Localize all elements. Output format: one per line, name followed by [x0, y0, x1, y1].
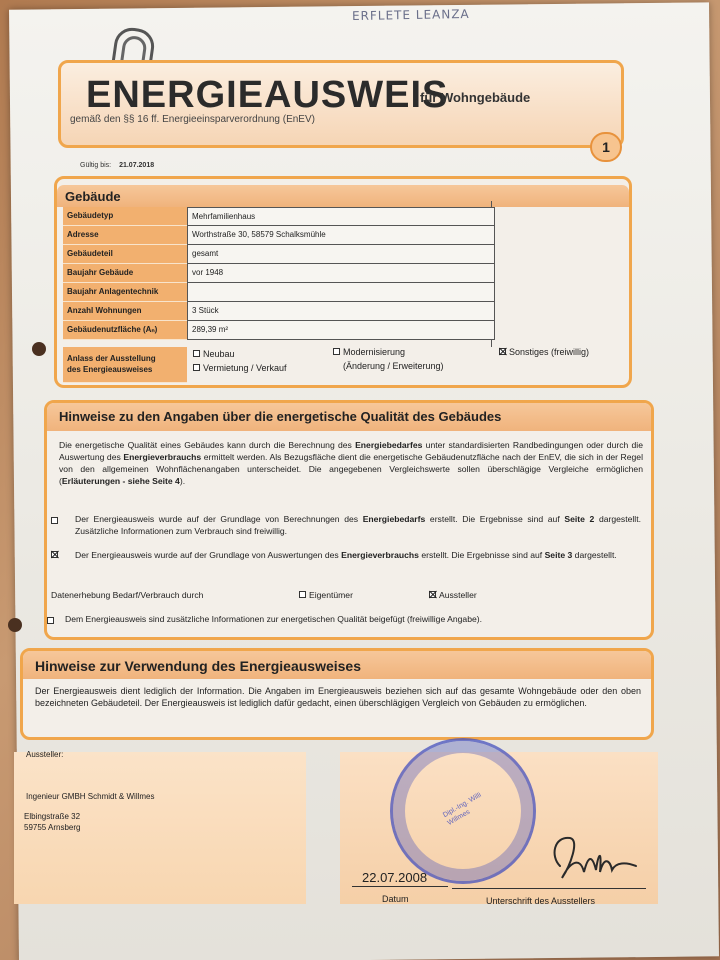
building-row-value: 3 Stück — [187, 302, 495, 321]
issuance-reason-label — [63, 347, 187, 383]
consumption-text-bold: Seite 3 — [544, 550, 573, 560]
checkbox-modernisierung[interactable] — [333, 348, 340, 355]
valid-until-value: 21.07.2018 — [119, 162, 155, 169]
usage-notes-section — [20, 648, 654, 740]
option-modernisierung[interactable] — [333, 347, 405, 357]
signature-underline — [452, 888, 646, 889]
checkbox-owner[interactable] — [299, 591, 306, 598]
issuer-company: Ingenieur GMBH Schmidt & Willmes — [26, 792, 155, 801]
building-row-value: 289,39 m² — [187, 321, 495, 340]
issuer-street: Elbingstraße 32 — [24, 812, 81, 821]
demand-text-part: erstellt. Die Ergebnisse sind auf — [425, 514, 565, 524]
building-row-value — [187, 283, 495, 302]
building-row-label: Gebäudeteil — [63, 245, 187, 264]
demand-text-bold: Energiebedarfs — [362, 514, 426, 524]
signature-label: Unterschrift des Ausstellers — [486, 896, 596, 906]
quality-notes-heading: Hinweise zu den Angaben über die energetische Qualität des Gebäudes — [47, 403, 651, 431]
quality-notes-section — [44, 400, 654, 640]
date-value: 22.07.2008 — [362, 870, 428, 885]
option-energy-consumption-text — [75, 549, 641, 561]
building-row — [63, 302, 495, 321]
quality-intro-part: ermittelt werden. Als Bezugsfläche dient die energetische Gebäudenutzfläche nach der EnEV, die sich in der Regel von den allgemeinen Wohnflächenangaben unterscheidet. Die angegebenen Vergleichswerte sollen überschlägige Vergleiche ermöglichen ( — [59, 452, 644, 486]
handwritten-signature-icon — [540, 826, 650, 892]
handwritten-note: ERFLETE LEANZA — [351, 6, 470, 24]
building-row — [63, 207, 495, 226]
page-number-badge: 1 — [590, 132, 622, 162]
option-owner-label: Eigentümer — [309, 590, 353, 600]
consumption-text-part: dargestellt. — [572, 550, 617, 560]
checkbox-additional-info[interactable] — [47, 617, 54, 624]
building-heading: Gebäude — [57, 185, 629, 207]
issuance-reason-row — [63, 347, 627, 383]
building-row-value: gesamt — [187, 245, 495, 264]
consumption-text-bold: Energieverbrauchs — [341, 550, 419, 560]
checkbox-energy-demand[interactable] — [51, 517, 58, 524]
building-row — [63, 264, 495, 283]
option-neubau-label: Neubau — [203, 349, 235, 359]
checkbox-vermietung[interactable] — [193, 364, 200, 371]
usage-notes-heading: Hinweise zur Verwendung des Energieausweises — [23, 651, 651, 679]
building-row-value: Worthstraße 30, 58579 Schalksmühle — [187, 226, 495, 245]
document-title-suffix: für Wohngebäude — [420, 90, 531, 105]
document-subtitle: gemäß den §§ 16 ff. Energieeinsparverordnung (EnEV) — [70, 114, 315, 125]
building-row — [63, 245, 495, 264]
issuance-reason-label-line1: Anlass der Ausstellung — [67, 354, 156, 363]
date-label: Datum — [382, 894, 409, 904]
stamp-text: Dipl.-Ing. Willi Willmes — [442, 791, 483, 827]
date-underline — [352, 886, 448, 887]
consumption-text-part: Der Energieausweis wurde auf der Grundlage von Auswertungen des — [75, 550, 342, 560]
option-sonstiges-label: Sonstiges (freiwillig) — [509, 347, 590, 357]
data-collection-label: Datenerhebung Bedarf/Verbrauch durch — [51, 590, 204, 600]
building-row-value: Mehrfamilienhaus — [187, 207, 495, 226]
option-vermietung-label: Vermietung / Verkauf — [203, 363, 287, 373]
checkbox-issuer-checked[interactable] — [429, 591, 436, 598]
demand-text-part: dargestellt. Zusätzliche Informationen zum Verbrauch sind freiwillig. — [75, 514, 641, 536]
demand-text-part: Der Energieausweis wurde auf der Grundlage von Berechnungen des — [75, 514, 363, 524]
issuance-reason-label-line2: des Energieausweises — [67, 365, 153, 374]
building-photo-area — [491, 201, 621, 347]
option-modernisierung-label: Modernisierung — [343, 347, 406, 357]
checkbox-neubau[interactable] — [193, 350, 200, 357]
checkbox-sonstiges-checked[interactable] — [499, 348, 506, 355]
option-energy-demand-text — [75, 513, 641, 537]
quality-intro-part: Die energetische Qualität eines Gebäudes kann durch die Berechnung des — [59, 440, 356, 450]
issuance-reason-options — [187, 347, 627, 383]
demand-text-bold: Seite 2 — [564, 514, 595, 524]
issuer-city: 59755 Arnsberg — [24, 823, 81, 832]
quality-intro-part: unter standardisierten Randbedingungen oder durch die Auswertung des — [59, 440, 643, 462]
option-modernisierung-sub: (Änderung / Erweiterung) — [343, 361, 444, 371]
punch-hole-icon — [8, 618, 22, 632]
checkbox-energy-consumption-checked[interactable] — [51, 551, 58, 558]
quality-intro-bold: Erläuterungen - siehe Seite 4 — [61, 476, 180, 486]
option-issuer[interactable] — [429, 589, 477, 601]
valid-until-label: Gültig bis: — [80, 162, 112, 169]
issuer-label: Aussteller: — [26, 750, 64, 759]
option-sonstiges[interactable] — [499, 347, 589, 357]
building-row — [63, 321, 495, 340]
building-row — [63, 226, 495, 245]
option-owner[interactable] — [299, 589, 353, 601]
quality-intro-text — [59, 439, 643, 487]
building-row-label: Gebäudetyp — [63, 207, 187, 226]
document-title: ENERGIEAUSWEIS — [86, 74, 449, 116]
building-row — [63, 283, 495, 302]
quality-intro-part: ). — [179, 476, 186, 486]
punch-hole-icon — [32, 342, 46, 356]
building-row-label: Adresse — [63, 226, 187, 245]
option-neubau[interactable] — [193, 349, 235, 359]
building-row-label: Baujahr Anlagentechnik — [63, 283, 187, 302]
building-row-label: Gebäudenutzfläche (Aₙ) — [63, 321, 187, 340]
quality-intro-bold: Energieverbrauchs — [123, 452, 202, 462]
quality-intro-bold: Energiebedarfes — [355, 440, 423, 450]
valid-until — [80, 162, 154, 169]
option-vermietung[interactable] — [193, 363, 287, 373]
usage-notes-text: Der Energieausweis dient lediglich der Information. Die Angaben im Energieausweis beziehen sich auf das gesamte Wohngebäude oder den oben bezeichneten Gebäudeteil. Der Energieausweis ist lediglich dafür gedacht, einen überschlägigen Vergleich von Gebäuden zu ermöglichen. — [35, 686, 641, 708]
additional-info-text: Dem Energieausweis sind zusätzliche Informationen zur energetischen Qualität beigefügt (freiwillige Angabe). — [65, 614, 483, 624]
building-row-label: Anzahl Wohnungen — [63, 302, 187, 321]
building-section — [54, 176, 632, 388]
consumption-text-part: erstellt. Die Ergebnisse sind auf — [418, 550, 545, 560]
building-row-value: vor 1948 — [187, 264, 495, 283]
option-issuer-label: Aussteller — [439, 590, 477, 600]
building-row-label: Baujahr Gebäude — [63, 264, 187, 283]
